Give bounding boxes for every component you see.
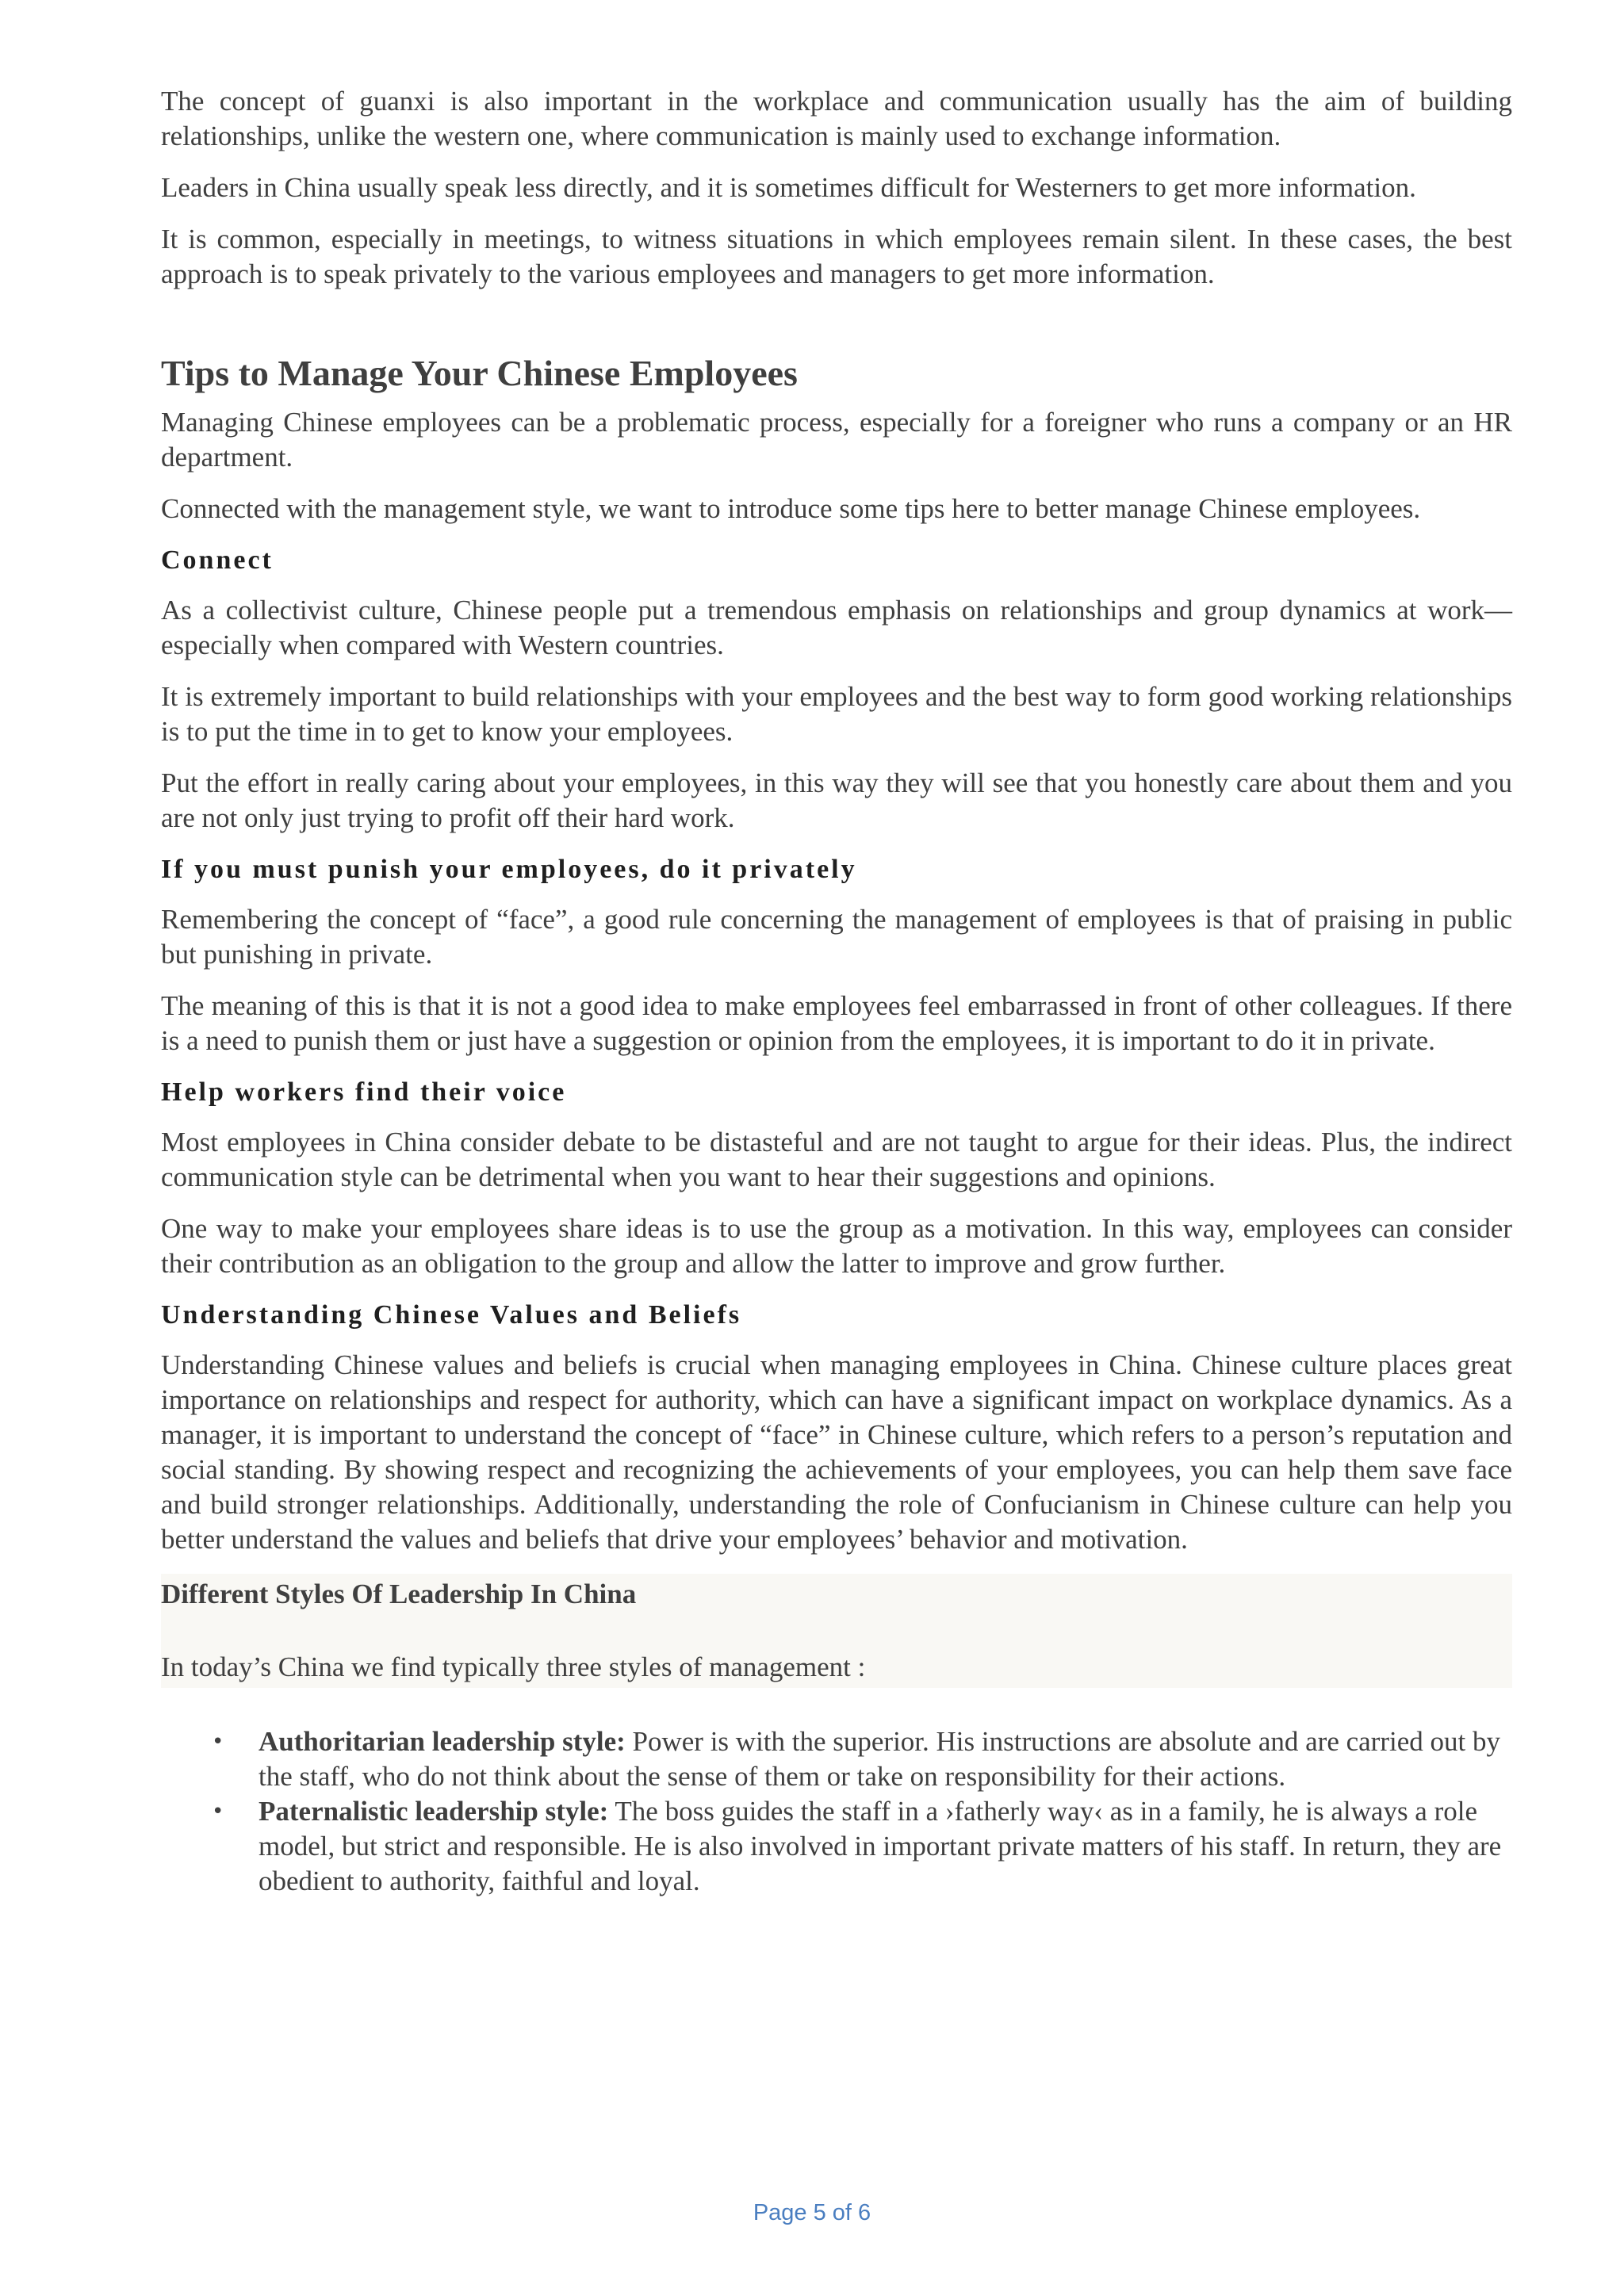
list-item [161, 1724, 1512, 1794]
punish-heading: If you must punish your employees, do it privately [161, 855, 857, 884]
list-item-label: Paternalistic leadership style: [259, 1796, 609, 1827]
connect-paragraph: Put the effort in really caring about your employees, in this way they will see that you honestly care about them and you are not only just trying to profit off their hard work. [161, 767, 1512, 833]
values-heading: Understanding Chinese Values and Beliefs [161, 1300, 742, 1330]
list-item-text: Power is with the superior. His instructions are absolute and are carried out by the staff, who do not think about the sense of them or take on responsibility for their actions. [259, 1726, 1500, 1792]
leadership-heading: Different Styles Of Leadership In China [161, 1578, 637, 1609]
bullet-icon: • [212, 1800, 224, 1823]
tips-heading: Tips to Manage Your Chinese Employees [161, 353, 798, 393]
intro-paragraph: The concept of guanxi is also important in the workplace and communication usually has the aim of building relationships, unlike the western one, where communication is mainly used to exchange information. [161, 86, 1512, 151]
voice-paragraph: One way to make your employees share ideas is to use the group as a motivation. In this way, employees can consider their contribution as an obligation to the group and allow the latter to improve and grow further. [161, 1213, 1512, 1279]
bullet-icon: • [212, 1730, 224, 1754]
punish-paragraph: Remembering the concept of “face”, a good rule concerning the management of employees is that of praising in public but punishing in private. [161, 904, 1512, 970]
page-number: Page 5 of 6 [753, 2200, 871, 2225]
list-item [161, 1794, 1512, 1899]
leadership-intro: In today’s China we find typically three styles of management : [161, 1651, 866, 1682]
punish-paragraph: The meaning of this is that it is not a good idea to make employees feel embarrassed in front of other colleagues. If there is a need to punish them or just have a suggestion or opinion from the employees, it is important to do it in private. [161, 990, 1512, 1056]
tips-paragraph: Managing Chinese employees can be a problematic process, especially for a foreigner who runs a company or an HR department. [161, 407, 1512, 473]
values-paragraph: Understanding Chinese values and beliefs is crucial when managing employees in China. Chinese culture places great importance on relationships and respect for authority, which can have a significant impact on workplace dynamics. As a manager, it is important to understand the concept of “face” in Chinese culture, which refers to a person’s reputation and social standing. By showing respect and recognizing the achievements of your employees, you can help them save face and build stronger relationships. Additionally, understanding the role of Confucianism in Chinese culture can help you better understand the values and beliefs that drive your employees’ behavior and motivation. [161, 1349, 1512, 1555]
connect-paragraph: As a collectivist culture, Chinese people put a tremendous emphasis on relationships and group dynamics at work—especially when compared with Western countries. [161, 595, 1512, 660]
voice-heading: Help workers find their voice [161, 1077, 567, 1107]
connect-paragraph: It is extremely important to build relationships with your employees and the best way to form good working relationships is to put the time in to get to know your employees. [161, 681, 1512, 747]
intro-paragraph: It is common, especially in meetings, to witness situations in which employees remain silent. In these cases, the best approach is to speak privately to the various employees and managers to get more information. [161, 224, 1512, 289]
leadership-list [161, 1724, 1512, 1899]
connect-heading: Connect [161, 545, 274, 575]
list-item-label: Authoritarian leadership style: [259, 1726, 626, 1757]
tips-paragraph: Connected with the management style, we want to introduce some tips here to better manage Chinese employees. [161, 493, 1421, 524]
voice-paragraph: Most employees in China consider debate to be distasteful and are not taught to argue for their ideas. Plus, the indirect communication style can be detrimental when you want to hear their suggestions and opinions. [161, 1127, 1512, 1192]
intro-paragraph: Leaders in China usually speak less directly, and it is sometimes difficult for Westerners to get more information. [161, 172, 1416, 203]
list-item-text: The boss guides the staff in a ›fatherly way‹ as in a family, he is always a role model, but strict and responsible. He is also involved in important private matters of his staff. In return, they are obedient to authority, faithful and loyal. [259, 1796, 1502, 1896]
document-body [161, 84, 1512, 1899]
leadership-section [161, 1574, 1512, 1688]
